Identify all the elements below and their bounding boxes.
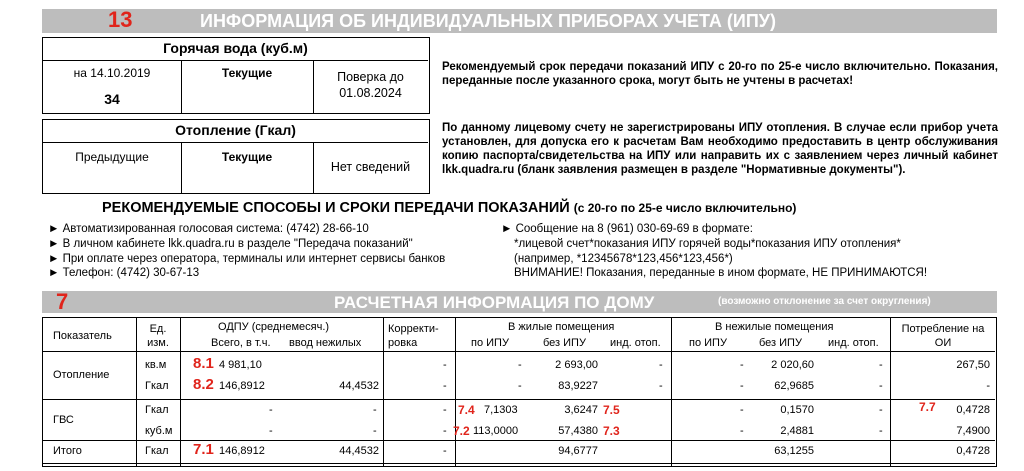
sms-warning: ВНИМАНИЕ! Показания, переданные в ином формате, НЕ ПРИНИМАЮТСЯ! (514, 267, 928, 279)
cell-n-noipu: 0,1570 (780, 404, 814, 416)
method-cabinet: ► В личном кабинете lkk.quadra.ru в разделе "Передача показаний" (48, 238, 413, 250)
cell-r-noipu: 83,9227 (558, 380, 598, 392)
sms-example: (например, *12345678*123,456*123,456*) (514, 253, 733, 265)
tag-7-3: 7.3 (603, 424, 620, 438)
cell-n-ipu: - (740, 425, 744, 437)
cell-n-ind: - (879, 359, 883, 371)
section-title: РАСЧЕТНАЯ ИНФОРМАЦИЯ ПО ДОМУ (334, 293, 655, 312)
cell-r-ind: - (659, 380, 663, 392)
hot-water-date: на 14.10.2019 (73, 66, 151, 80)
cell-r-ipu: - (518, 380, 522, 392)
cell-nonres: 44,4532 (339, 380, 379, 392)
tag-7-2: 7.2 (453, 424, 470, 438)
cell-n-noipu: 2 020,60 (771, 359, 814, 371)
row-total-name: Итого (53, 445, 82, 457)
tag-7-7: 7.7 (919, 400, 936, 414)
section-number: 7 (56, 289, 69, 314)
cell-oi: 7,4900 (956, 425, 990, 437)
house-section-header (42, 291, 997, 313)
cell-n-ind: - (879, 380, 883, 392)
header-res-ind: инд. отоп. (610, 337, 661, 349)
heating-previous-label: Предыдущие (75, 150, 149, 164)
header-res-ipu: по ИПУ (471, 337, 509, 349)
hot-water-title: Горячая вода (куб.м) (163, 40, 308, 56)
header-nonresidential: В нежилые помещения (715, 321, 834, 333)
cell-n-ipu: - (740, 380, 744, 392)
methods-subtitle: (с 20-го по 25-е число включительно) (573, 201, 797, 215)
method-phone: ► Телефон: (4742) 30-67-13 (48, 267, 200, 279)
row-unit: куб.м (145, 425, 173, 437)
section-number: 13 (108, 7, 133, 32)
cell-corr: - (443, 359, 447, 371)
header-oi: Потребление на ОИ (901, 323, 985, 349)
cell-n-noipu: 63,1255 (774, 445, 814, 457)
method-sms: ► Сообщение на 8 (961) 030-69-69 в формате: (501, 223, 753, 235)
cell-r-ipu: - (518, 359, 522, 371)
header-nonres-input: ввод нежилых (289, 337, 362, 349)
cell-r-ipu: 113,0000 (473, 425, 519, 437)
heating-box (42, 119, 430, 194)
methods-title (102, 200, 796, 216)
section-title: ИНФОРМАЦИЯ ОБ ИНДИВИДУАЛЬНЫХ ПРИБОРАХ УЧЕТА (ИПУ) (200, 11, 776, 31)
row-unit: Гкал (145, 380, 169, 392)
heating-current-label: Текущие (221, 150, 273, 164)
cell-corr: - (443, 425, 447, 437)
method-voice: ► Автоматизированная голосовая система: (4742) 28-66-10 (48, 223, 369, 235)
cell-oi: 0,4728 (956, 445, 990, 457)
cell-r-noipu: 57,4380 (558, 425, 598, 437)
header-odpu: ОДПУ (среднемесяч.) (218, 321, 330, 333)
tag-8-2: 8.2 (193, 376, 214, 393)
header-res-noipu: без ИПУ (543, 337, 586, 349)
cell-r-noipu: 2 693,00 (555, 359, 598, 371)
cell-n-ind: - (879, 425, 883, 437)
heating-title: Отопление (Гкал) (175, 122, 296, 138)
cell-r-noipu: 3,6247 (564, 404, 598, 416)
cell-total: - (269, 404, 273, 416)
cell-total: 146,8912 (219, 380, 265, 392)
tag-7-1: 7.1 (193, 441, 214, 458)
methods-title-text: РЕКОМЕНДУЕМЫЕ СПОСОБЫ И СРОКИ ПЕРЕДАЧИ ПОКАЗАНИЙ (102, 200, 570, 216)
method-payment: ► При оплате через оператора, терминалы или интернет сервисы банков (48, 253, 446, 265)
cell-oi: 267,50 (956, 359, 990, 371)
header-indicator: Показатель (53, 330, 112, 342)
cell-corr: - (443, 380, 447, 392)
cell-n-ipu: - (740, 359, 744, 371)
house-table (42, 317, 997, 467)
deadline-note: Рекомендуемый срок передачи показаний ИПУ с 20-го по 25-е число включительно. Показания, переданные после указанного срока, могут быть не учтены в расчетах! (442, 61, 998, 87)
section-note: (возможно отклонение за счет округления) (718, 296, 931, 307)
verification-date: 01.08.2024 (339, 86, 402, 100)
tag-7-5: 7.5 (603, 403, 620, 417)
cell-r-ind: - (659, 359, 663, 371)
header-total: Всего, в т.ч. (211, 337, 271, 349)
header-correction: Корректи-ровка (388, 323, 439, 349)
row-unit: Гкал (145, 445, 169, 457)
cell-n-ipu: - (740, 404, 744, 416)
cell-total: - (269, 425, 273, 437)
row-gvs-name: ГВС (53, 414, 74, 426)
hot-water-box (42, 37, 430, 114)
hot-water-previous-value: 34 (104, 91, 120, 107)
header-nonres-ind: инд. отоп. (828, 337, 879, 349)
cell-total: 4 981,10 (219, 359, 262, 371)
verification-label: Поверка до (337, 70, 404, 84)
tag-8-1: 8.1 (193, 355, 214, 372)
hot-water-current-label: Текущие (221, 66, 273, 80)
cell-n-noipu: 2,4881 (780, 425, 814, 437)
cell-n-ind: - (879, 404, 883, 416)
tag-7-4: 7.4 (458, 403, 475, 417)
cell-corr: - (443, 404, 447, 416)
header-nonres-ipu: по ИПУ (689, 337, 727, 349)
cell-nonres: - (373, 404, 377, 416)
header-unit: Ед. изм. (147, 323, 169, 349)
cell-oi: 0,4728 (956, 404, 990, 416)
row-unit: кв.м (145, 359, 167, 371)
sms-format: *лицевой счет*показания ИПУ горячей воды*показания ИПУ отопления* (514, 238, 901, 250)
cell-total: 146,8912 (219, 445, 265, 457)
no-heating-meter-note: По данному лицевому счету не зарегистрированы ИПУ отопления. В случае если прибор учета установлен, для допуска его к расчетам Вам необходимо предоставить в центр обслуживания копию паспорта/свидетельства на ИПУ или направить их с заявлением через личный кабинет lkk.quadra.ru (бланк заявления размещен в разделе "Нормативные документы"). (442, 122, 998, 176)
heating-no-data: Нет сведений (330, 160, 411, 174)
cell-r-noipu: 94,6777 (558, 445, 598, 457)
cell-oi: - (986, 380, 990, 392)
cell-corr: - (443, 445, 447, 457)
cell-r-ipu: 7,1303 (484, 404, 518, 416)
cell-n-noipu: 62,9685 (774, 380, 814, 392)
cell-nonres: - (373, 425, 377, 437)
header-nonres-noipu: без ИПУ (759, 337, 802, 349)
row-unit: Гкал (145, 404, 169, 416)
cell-nonres: 44,4532 (339, 445, 379, 457)
ipu-section-header (42, 9, 997, 33)
row-heating-name: Отопление (53, 369, 110, 381)
header-residential: В жилые помещения (508, 321, 615, 333)
